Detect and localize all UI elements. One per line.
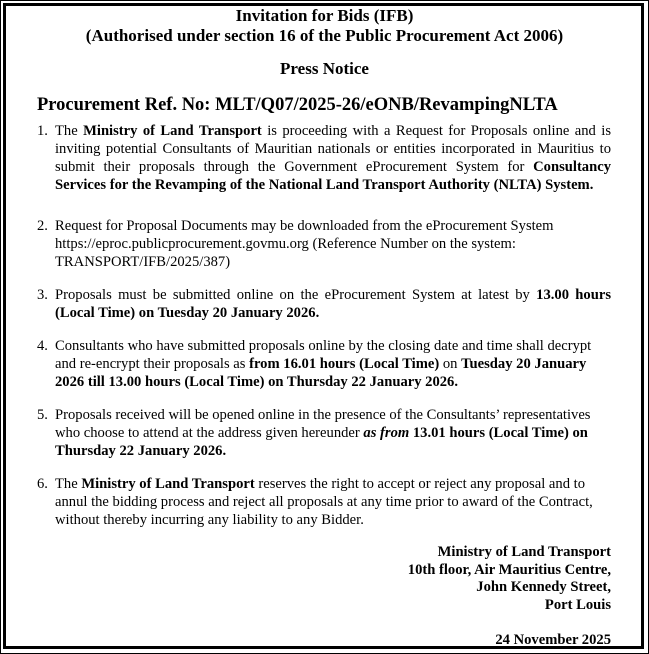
- bold-text: Consultancy: [533, 159, 611, 175]
- item-line: and re-encrypt their proposals as from 16.01 hours (Local Time) on Tuesday 20 January: [55, 356, 587, 372]
- bold-text: Thursday 22 January 2026.: [55, 443, 227, 459]
- item-body: [55, 406, 611, 460]
- signature-address-line-1: 10th floor, Air Mauritius Centre,: [407, 561, 611, 578]
- document-subtitle: (Authorised under section 16 of the Public Procurement Act 2006): [85, 26, 564, 45]
- item-number: 3.: [37, 287, 48, 303]
- bold-text: Tuesday 20 January: [461, 356, 587, 372]
- signature-organisation: Ministry of Land Transport: [437, 544, 611, 560]
- notice-date: 24 November 2025: [495, 632, 611, 648]
- notice-type: Press Notice: [280, 59, 369, 78]
- reference-label: Procurement Ref. No:: [37, 95, 211, 115]
- item-line: Proposals received will be opened online in the presence of the Consultants’ representatives: [55, 407, 591, 423]
- item-line: [55, 304, 611, 322]
- bold-italic-text: as from: [363, 425, 410, 441]
- reference-value: MLT/Q07/2025-26/eONB/RevampingNLTA: [215, 95, 558, 115]
- signature-block: [408, 544, 611, 614]
- bold-text: Ministry of Land Transport: [81, 476, 255, 492]
- item-number: 2.: [37, 218, 48, 234]
- item-body: [55, 475, 611, 529]
- item-line: who choose to attend at the address given hereunder as from 13.01 hours (Local Time) on: [55, 425, 588, 441]
- item-number: 4.: [37, 338, 48, 354]
- item-body: [55, 337, 611, 391]
- bold-text: 13.01 hours (Local Time) on: [412, 425, 588, 441]
- bold-text: 2026 till 13.00 hours (Local Time) on Thursday 22 January 2026.: [55, 374, 459, 390]
- item-line: inviting potential Consultants of Mauritian nationals or entities incorporated in Mauritius to: [55, 141, 611, 157]
- list-item-2: [37, 217, 611, 271]
- bold-text: (Local Time) on Tuesday 20 January 2026.: [55, 305, 320, 321]
- bold-text: Ministry of Land Transport: [83, 123, 262, 139]
- document-title: Invitation for Bids (IFB): [235, 6, 414, 25]
- bold-text: 13.00 hours: [536, 287, 611, 303]
- item-line: Proposals must be submitted online on the eProcurement System at latest by 13.00 hours: [55, 287, 611, 303]
- bold-text: from 16.01 hours (Local Time): [249, 356, 440, 372]
- item-line: TRANSPORT/IFB/2025/387): [55, 254, 231, 270]
- item-line: https://eproc.publicprocurement.govmu.org (Reference Number on the system:: [55, 236, 516, 252]
- item-line: The Ministry of Land Transport reserves the right to accept or reject any proposal and to: [55, 476, 585, 492]
- bold-text: Services for the Revamping of the National Land Transport Authority (NLTA) System.: [55, 177, 594, 193]
- list-item-5: [37, 406, 611, 460]
- signature-address-line-2: John Kennedy Street,: [476, 579, 611, 595]
- item-number: 1.: [37, 123, 48, 139]
- item-line: annul the bidding process and reject all proposals at any time prior to award of the Contract,: [55, 494, 593, 510]
- item-line: [55, 373, 611, 391]
- item-body: [55, 122, 611, 194]
- item-line: Request for Proposal Documents may be downloaded from the eProcurement System: [55, 218, 554, 234]
- item-number: 6.: [37, 476, 48, 492]
- item-line: Consultants who have submitted proposals online by the closing date and time shall decrypt: [55, 338, 592, 354]
- item-line: [55, 176, 611, 194]
- signature-city: Port Louis: [544, 596, 611, 613]
- item-line: without thereby incurring any liability to any Bidder.: [55, 512, 364, 528]
- item-line: [55, 442, 611, 460]
- item-number: 5.: [37, 407, 48, 423]
- list-item-3: [37, 286, 611, 322]
- list-item-4: [37, 337, 611, 391]
- item-body: [55, 217, 611, 271]
- list-item-1: [37, 122, 611, 194]
- procurement-reference: [37, 94, 558, 116]
- item-line: The Ministry of Land Transport is proceeding with a Request for Proposals online and is: [55, 123, 611, 139]
- list-item-6: [37, 475, 611, 529]
- item-body: [55, 286, 611, 322]
- item-line: submit their proposals through the Government eProcurement System for Consultancy: [55, 159, 611, 175]
